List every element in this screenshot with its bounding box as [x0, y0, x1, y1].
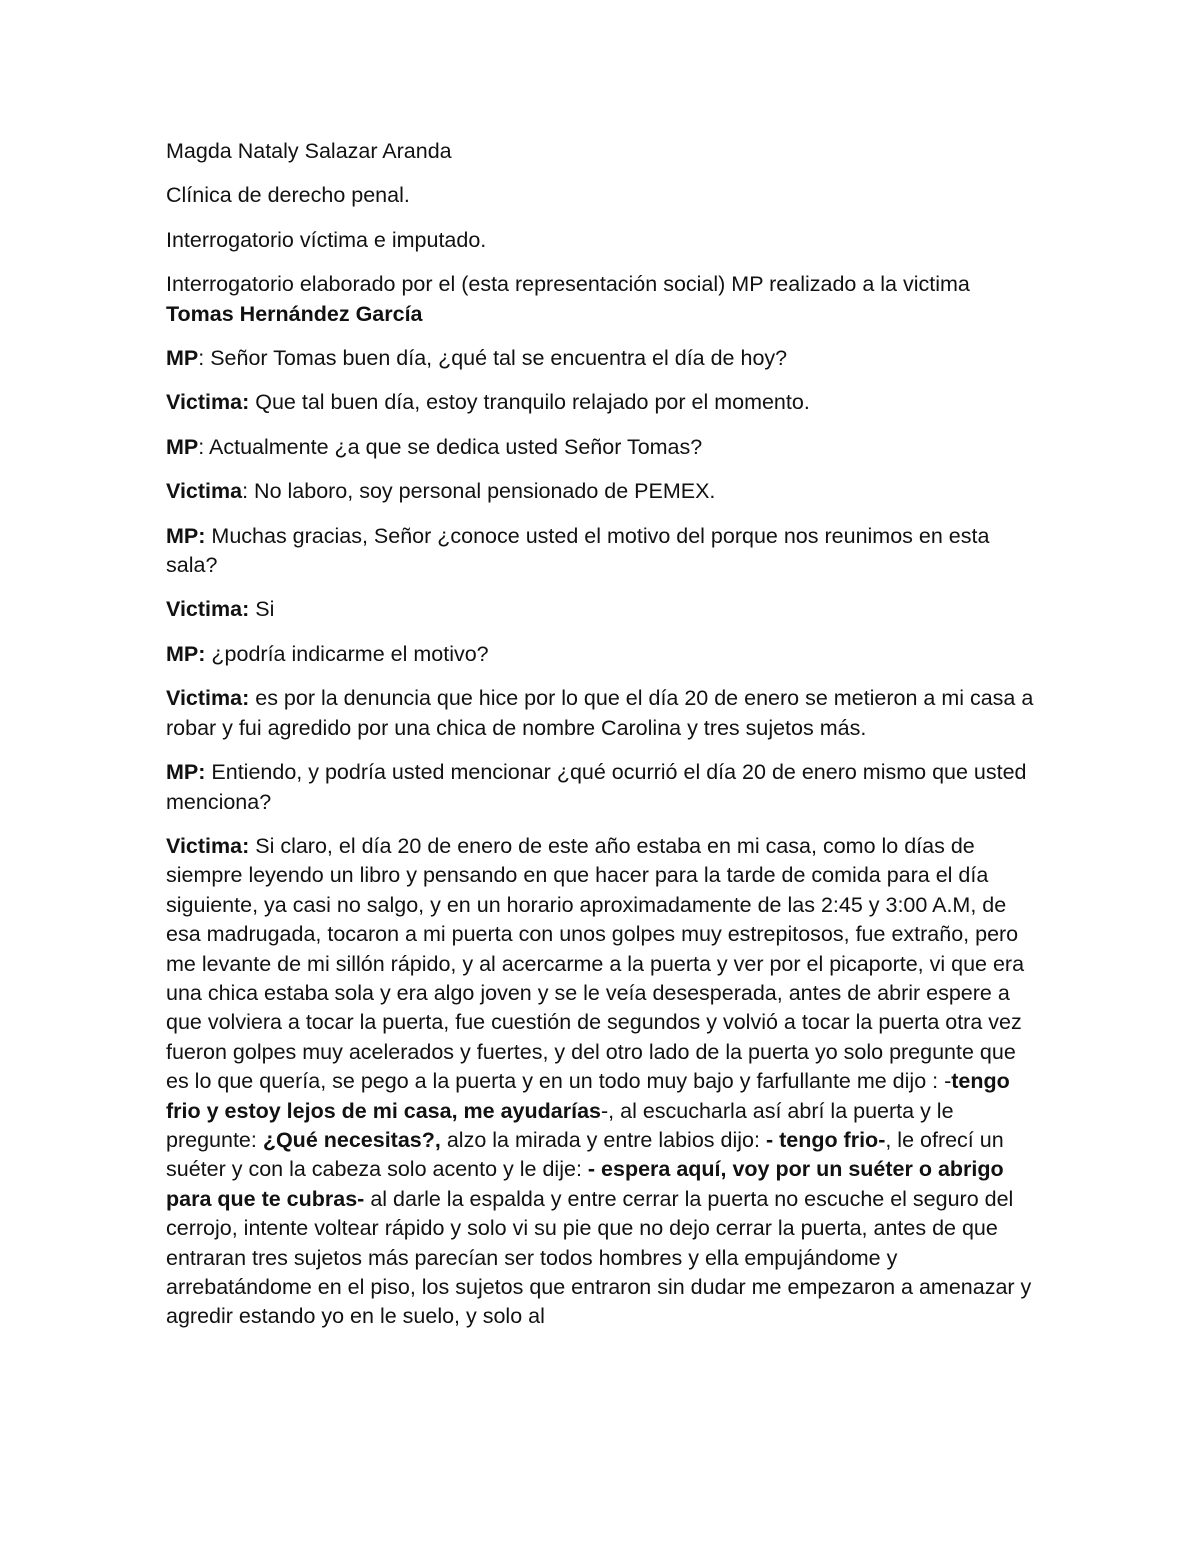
- document-page: [166, 137, 1036, 1347]
- speaker-label: Victima:: [166, 833, 250, 858]
- speaker-label: Victima: [166, 479, 243, 504]
- quoted-speech: - tengo frio-: [765, 1127, 886, 1152]
- dialogue-text: ¿podría indicarme el motivo?: [211, 641, 489, 666]
- dialogue-line: [166, 344, 1036, 373]
- dialogue-text: Entiendo, y podría usted mencionar ¿qué ocurrió el día 20 de enero mismo que usted menciona?: [166, 760, 1027, 814]
- dialogue-line: [166, 388, 1036, 417]
- testimony-segment: al darle la espalda y entre cerrar la puerta no escuche el seguro del cerrojo, intente voltear rápido y solo vi su pie que no dejo cerrar la puerta, antes de que entraran tres sujetos más parecían ser todos hombres y ella empujándome y arrebatándome en el piso, los sujetos que entraron sin dudar me empezaron a amenazar y agredir estando yo en le suelo, y solo al: [166, 1186, 1032, 1329]
- speaker-label: MP:: [166, 641, 206, 666]
- testimony-segment: -, al escucharla así abrí la puerta y le pregunte:: [166, 1098, 954, 1152]
- dialogue-text: Actualmente ¿a que se dedica usted Señor Tomas?: [209, 434, 703, 459]
- testimony-segment: alzo la mirada y entre labios dijo:: [440, 1127, 766, 1152]
- speaker-label: Victima:: [166, 597, 250, 622]
- quoted-speech: ¿Qué necesitas?,: [262, 1127, 441, 1152]
- dialogue-line: [166, 758, 1036, 817]
- dialogue-line: [166, 640, 1036, 669]
- quoted-speech: - espera aquí, voy por un suéter o abrigo para que te cubras-: [166, 1157, 1004, 1211]
- speaker-separator: :: [198, 346, 211, 371]
- speaker-label: Victima:: [166, 686, 250, 711]
- speaker-label: Victima:: [166, 390, 250, 415]
- course-name: Clínica de derecho penal.: [166, 183, 410, 208]
- speaker-label: MP:: [166, 760, 206, 785]
- dialogue-text: Si: [255, 597, 275, 622]
- dialogue-text: Señor Tomas buen día, ¿qué tal se encuentra el día de hoy?: [210, 346, 788, 371]
- speaker-separator: :: [198, 434, 210, 459]
- speaker-label: MP: [166, 346, 199, 371]
- speaker-label: MP: [166, 434, 199, 459]
- dialogue-line: [166, 595, 1036, 624]
- testimony-paragraph: [166, 832, 1036, 1332]
- testimony-segment: Si claro, el día 20 de enero de este año estaba en mi casa, como lo días de siempre leyendo un libro y pensando en que hacer para la tarde de comida para el día siguiente, ya casi no salgo, y en un horario aproximadamente de las 2:45 y 3:00 A.M, de esa madrugada, tocaron a mi puerta con unos golpes muy estrepitosos, fue extraño, pero me levante de mi sillón rápido, y al acercarme a la puerta y ver por el picaporte, vi que era una chica estaba sola y era algo joven y se le veía desesperada, antes de abrir espere a que volviera a tocar la puerta, fue cuestión de segundos y volvió a tocar la puerta otra vez fueron golpes muy acelerados y fuertes, y del otro lado de la puerta yo solo pregunte que es lo que quería, se pego a la puerta y en un todo muy bajo y farfullante me dijo : -: [166, 833, 1025, 1094]
- quoted-speech: tengo frio y estoy lejos de mi casa, me ayudarías: [166, 1069, 1010, 1123]
- dialogue-text: Muchas gracias, Señor ¿conoce usted el motivo del porque nos reunimos en esta sala?: [166, 523, 990, 578]
- intro-text: Interrogatorio elaborado por el (esta representación social) MP realizado a la victima: [166, 272, 970, 297]
- testimony-segment: , le ofrecí un suéter y con la cabeza solo acento y le dije:: [166, 1127, 1004, 1182]
- dialogue-line: [166, 433, 1036, 462]
- dialogue-text: Que tal buen día, estoy tranquilo relajado por el momento.: [255, 390, 810, 415]
- speaker-separator: :: [242, 479, 255, 504]
- dialogue-line: [166, 522, 1036, 581]
- intro-paragraph: [166, 270, 1036, 329]
- document-subject: Interrogatorio víctima e imputado.: [166, 227, 487, 252]
- author-name: Magda Nataly Salazar Aranda: [166, 139, 452, 163]
- dialogue-text: No laboro, soy personal pensionado de PEMEX.: [254, 479, 716, 504]
- dialogue-text: es por la denuncia que hice por lo que el día 20 de enero se metieron a mi casa a robar y fui agredido por una chica de nombre Carolina y tres sujetos más.: [166, 686, 1034, 740]
- victim-name: Tomas Hernández García: [166, 301, 423, 326]
- speaker-label: MP:: [166, 523, 206, 548]
- dialogue-line: [166, 684, 1036, 743]
- dialogue-line: [166, 477, 1036, 506]
